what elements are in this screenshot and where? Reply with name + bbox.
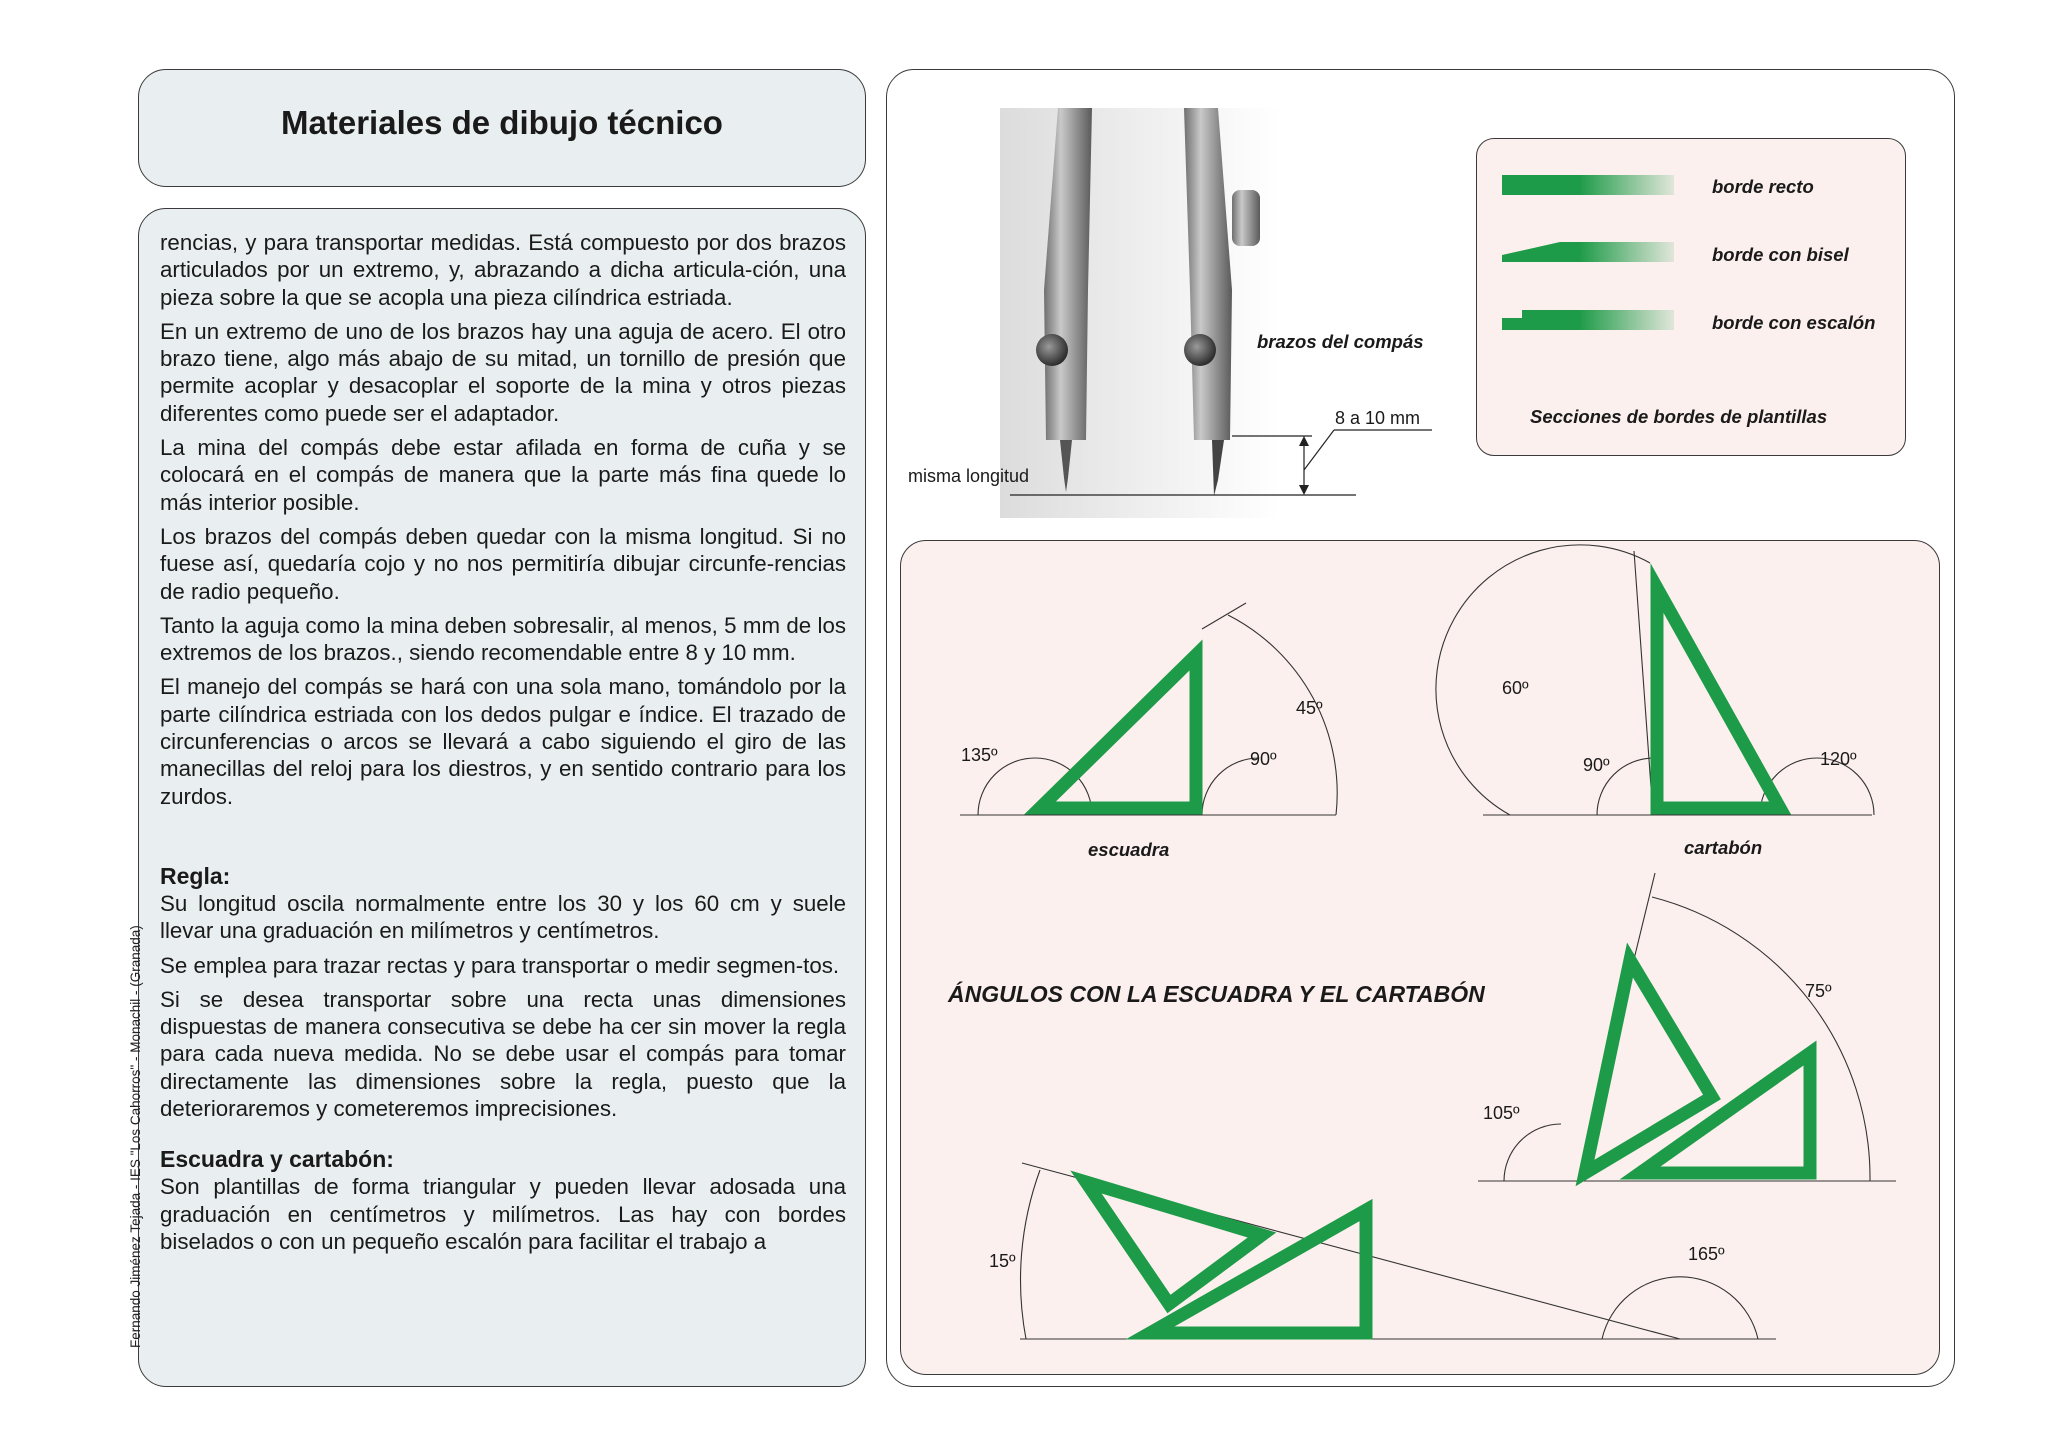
paragraph: El manejo del compás se hará con una sola mano, tomándolo por la parte cilíndrica estriada con los dedos pulgar e índice. El trazado de circunferencias o arcos se llevará a cabo siguiendo el giro de las manecillas del reloj para los diestros, y en sentido contrario para los zurdos.: [160, 674, 846, 809]
escuadra-heading: Escuadra y cartabón:: [160, 1146, 394, 1173]
edges-caption: Secciones de bordes de plantillas: [1530, 406, 1828, 427]
measure-label: 8 a 10 mm: [1335, 408, 1421, 428]
paragraph: Los brazos del compás deben quedar con la misma longitud. Si no fuese así, quedaría cojo y no nos permitiría dibujar circunfe-rencias de radio pequeño.: [160, 523, 846, 604]
regla-heading: Regla:: [160, 862, 231, 889]
angle-90-escuadra: 90º: [1250, 749, 1277, 769]
angle-165: 165º: [1688, 1244, 1725, 1264]
angle-75: 75º: [1805, 981, 1832, 1001]
edge-step-label: borde con escalón: [1712, 312, 1876, 333]
paragraph: Se emplea para trazar rectas y para transportar o medir segmen-tos.: [160, 952, 840, 978]
paragraph: Tanto la aguja como la mina deben sobresalir, al menos, 5 mm de los extremos de los brazos., siendo recomendable entre 8 y 10 mm.: [160, 612, 846, 666]
angle-120: 120º: [1820, 749, 1857, 769]
composite-escuadra: [1640, 1053, 1810, 1173]
cartabon-triangle: [1657, 588, 1780, 808]
angles-heading: ÁNGULOS CON LA ESCUADRA Y EL CARTABÓN: [948, 981, 1485, 1007]
angle-90-cartabon: 90º: [1583, 755, 1610, 775]
angle-45: 45º: [1296, 698, 1323, 718]
paragraph: Si se desea transportar sobre una recta unas dimensiones dispuestas de manera consecutiva se debe ha cer sin mover la regla para cada nueva medida. No se debe usar el compás para tomar directamente las dimensiones sobre la regla, puesto que la deterioraremos y cometeremos imprecisiones.: [160, 986, 846, 1122]
same-length-label: misma longitud: [908, 466, 1030, 486]
angle-135: 135º: [961, 745, 998, 765]
arms-label: brazos del compás: [1257, 331, 1424, 352]
edge-bevel-label: borde con bisel: [1712, 244, 1849, 265]
angle-60: 60º: [1502, 678, 1529, 698]
escuadra-label: escuadra: [1088, 839, 1170, 860]
angle-15: 15º: [989, 1251, 1016, 1271]
paragraph: rencias, y para transportar medidas. Está compuesto por dos brazos articulados por un extremo, y, abrazando a dicha articula-ción, una pieza sobre la que se acopla una pieza cilíndrica estriada.: [160, 230, 846, 310]
paragraph: En un extremo de uno de los brazos hay una aguja de acero. El otro brazo tiene, algo más abajo de su mitad, un tornillo de presión que permite acoplar y desacoplar el soporte de la mina y otros piezas diferentes como puede ser el adaptador.: [160, 318, 846, 426]
paragraph: Su longitud oscila normalmente entre los 30 y los 60 cm y suele llevar una graduación en milímetros y centímetros.: [160, 890, 846, 944]
page-title: Materiales de dibujo técnico: [281, 104, 723, 141]
cartabon-label: cartabón: [1684, 837, 1763, 858]
escuadra-triangle: [1040, 655, 1196, 808]
paragraph: La mina del compás debe estar afilada en forma de cuña y se colocará en el compás de manera que la parte más fina quede lo más interior posible.: [160, 435, 846, 515]
author-credit: Fernando Jiménez Tejada - IES "Los Cahorros" - Monachil - (Granada): [128, 925, 143, 1348]
paragraph: Son plantillas de forma triangular y pueden llevar adosada una graduación en centímetros y milímetros. Las hay con bordes biselados o con un pequeño escalón para facilitar el trabajo a: [160, 1174, 846, 1254]
edge-straight-label: borde recto: [1712, 176, 1814, 197]
angle-105: 105º: [1483, 1103, 1520, 1123]
